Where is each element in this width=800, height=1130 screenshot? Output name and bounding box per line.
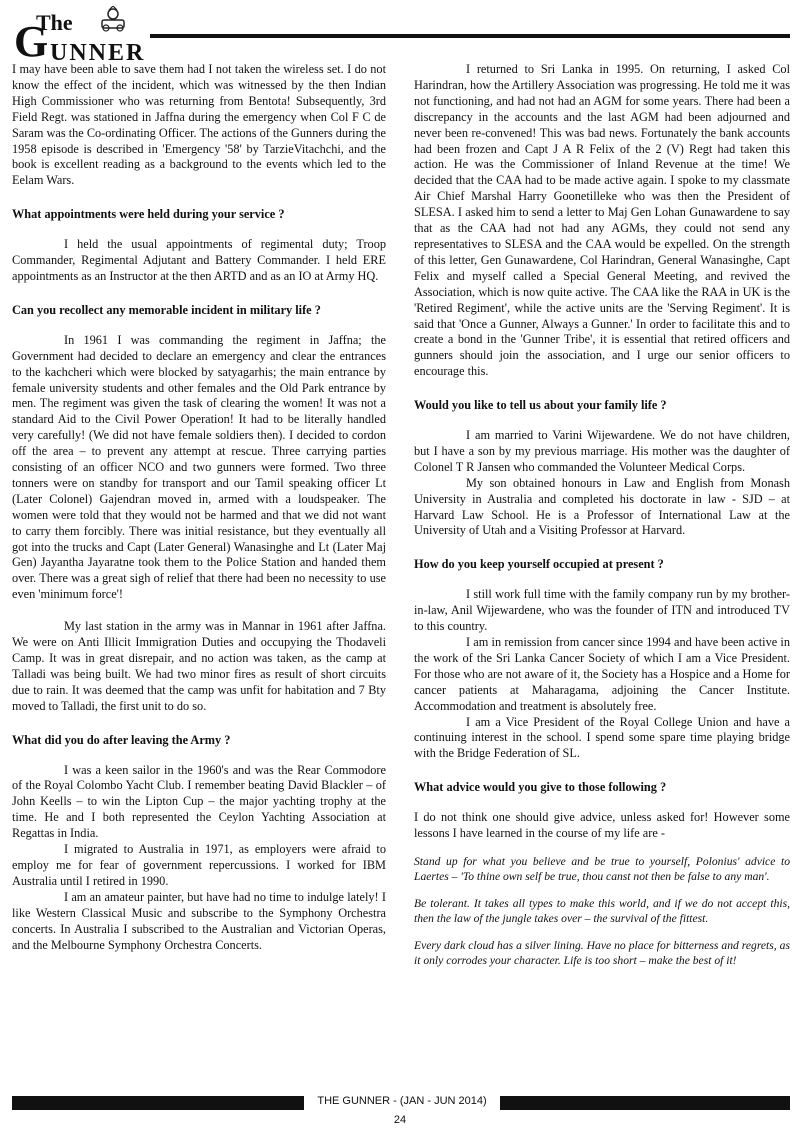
question-heading: What appointments were held during your service ? bbox=[12, 207, 285, 222]
regimental-crest-icon bbox=[98, 6, 128, 32]
advice-paragraph: Every dark cloud has a silver lining. Have no place for bitterness and regrets, as it only corrodes your character. Life is too short – make the best of it! bbox=[414, 938, 790, 967]
answer-paragraph: I am an amateur painter, but have had no time to indulge lately! I like Western Classical Music and subscribe to the Symphony Orchestra concerts. In Australia I subscribed to the Australian and Victorian Operas, and the Melbourne Symphony Orchestra Concerts. bbox=[12, 889, 386, 952]
answer-paragraph: I held the usual appointments of regimental duty; Troop Commander, Regimental Adjutant and Battery Commander. I held ERE appointments as an Instructor at the then ARTD and as an IO at Army HQ. bbox=[12, 237, 386, 283]
left-column bbox=[12, 62, 386, 953]
answer-paragraph: I still work full time with the family company run by my brother-in-law, Anil Wijewardene, who was the founder of ITN and introduced TV to this country. bbox=[414, 587, 790, 634]
answer-paragraph: My son obtained honours in Law and English from Monash University in Australia and completed his doctorate in law - SJD – at Harvard Law School. He is a Professor of International Law at the University of Utah and a Visiting Professor at Harvard. bbox=[414, 475, 790, 538]
page-number: 24 bbox=[393, 1114, 407, 1126]
masthead-unner: UNNER bbox=[50, 40, 146, 66]
header-rule bbox=[150, 34, 790, 38]
answer-paragraph: My last station in the army was in Mannar in 1961 after Jaffna. We were on Anti Illicit Immigration Duties and occupying the Thodaveli Camp. It was in great disrepair, and no action was taken, as the camp at Talladi was being built. We had two minor fires as result of short circuits due to rain. It was deemed that the camp was unfit for habitation and 7 Bty moved to Talladi, the first unit to do so. bbox=[12, 619, 386, 713]
right-column bbox=[414, 62, 790, 968]
advice-paragraph: Stand up for what you believe and be true to yourself, Polonius' advice to Laertes – 'To thine own self be true, thou canst not then be false to any man'. bbox=[414, 854, 790, 883]
answer-paragraph: I was a keen sailor in the 1960's and was the Rear Commodore of the Royal Colombo Yacht Club. I remember beating David Blackler – of John Keells – to win the Lipton Cup – the major yachting trophy at the time. He and I both represented the Ceylon Yachting Association at Regattas in India. bbox=[12, 762, 386, 841]
masthead-g: G bbox=[14, 17, 49, 66]
answer-paragraph: I am in remission from cancer since 1994 and have been active in the work of the Sri Lanka Cancer Society of which I am a Vice President. For those who are not aware of it, the Society has a Hospice and a Home for cancer patients at Maharagama, adjoining the Cancer Institute. Accommodation and treatment is absolutely free. bbox=[414, 635, 790, 713]
question-heading: How do you keep yourself occupied at present ? bbox=[414, 557, 664, 572]
question-heading: Would you like to tell us about your family life ? bbox=[414, 398, 667, 413]
question-heading: What did you do after leaving the Army ? bbox=[12, 732, 231, 747]
advice-paragraph: Be tolerant. It takes all types to make this world, and if we do not accept this, then the law of the jungle takes over – the survival of the fittest. bbox=[414, 896, 790, 925]
question-heading: What advice would you give to those following ? bbox=[414, 780, 667, 795]
answer-paragraph: In 1961 I was commanding the regiment in Jaffna; the Government had decided to declare an emergency and clear the entrances to the kachcheri which were blocked by satyagarhis; the main entrance by female university students and other females and the Old Park entrance by men. The regiment was given the task of clearing the women! It was not a standard Aid to the Civil Power Operation! It had to be literally handled very carefully! (We did not have female soldiers then). I decided to cordon off the area – to prevent any attempt at rescue. Three carrying parties consisting of an officer NCO and two gunners were formed. Two three tonners were on standby for transport and our Tamil speaking officer Lt (Later Colonel) Gajendran moved in, armed with a loudspeaker. The women were told that they would not be harmed and that we did not want to carry them forcibly. There was initial resistance, but they eventually all got into the trucks and Capt (Later General) Wanasinghe and Lt (Later Maj Gen) Jayantha Jayaratne took them to the Police Station and handed them over. There was a great sigh of relief that there had been no necessity to use even 'minimum force'! bbox=[12, 332, 386, 602]
answer-paragraph: I am a Vice President of the Royal College Union and have a continuing interest in the school. I spend some spare time playing bridge with the Bridge Federation of SL. bbox=[414, 714, 790, 761]
masthead-the: The bbox=[36, 10, 73, 35]
answer-paragraph: I am married to Varini Wijewardene. We do not have children, but I have a son by my previous marriage. His mother was the daughter of Colonel T R Jansen who commanded the Volunteer Medical Corps. bbox=[414, 428, 790, 474]
footer-bar-left bbox=[12, 1096, 304, 1110]
body-paragraph: I may have been able to save them had I not taken the wireless set. I do not know the effect of the incident, which was witnessed by the then Indian High Commissioner who was returning from Bentota! Subsequently, 3rd Field Regt. was stationed in Jaffna during the emergency when Col F C de Saram was the Co-ordinating Officer. The actions of the Gunners during the 1958 episode is described in 'Emergency '58' by TarzieVitachchi, and the book is excellent reading as a background to the events which led to the Eelam Wars. bbox=[12, 62, 386, 188]
masthead-logo bbox=[14, 4, 164, 64]
answer-paragraph: I returned to Sri Lanka in 1995. On returning, I asked Col Harindran, how the Artillery Association was progressing. He told me it was not functioning, and had not had an AGM for some years. There had been a discrepancy in the accounts and the last AGM had been adjourned and never been re-convened! This was bad news. Fortunately the bank accounts had been frozen and Capt J A R Felix of the 2 (V) Regt had taken this action. He was the Commissioner of Inland Revenue at the time! We decided that the CAA had to be made active again. I spoke to my classmate Air Chief Marshal Harry Goonetilleke who was then the President of SLESA. I asked him to send a letter to Maj Gen Lohan Gunawardene to say that as the CAA had not had any AGMs, they could not send any representatives to SLESA and the CAA would be expelled. On the strength of this letter, Gen Gunawardene, Col Harindran, General Wanasinghe, Capt Felix and myself called a Special General Meeting, and revived the Association, which is now quite active. The CAA like the RAA in UK is the 'Retired Regiment', while the active units are the 'Serving Regiment'. It is said that 'Once a Gunner, Always a Gunner.' In order to facilitate this and to create a bond in the 'Gunner Tribe', it is essential that retired officers and gunners should join the association, and I urge our senior officers to encourage this. bbox=[414, 62, 791, 379]
answer-paragraph: I migrated to Australia in 1971, as employers were afraid to employ me for fear of government repercussions. I worked for IBM Australia until I retired in 1990. bbox=[12, 842, 386, 888]
question-heading: Can you recollect any memorable incident in military life ? bbox=[12, 302, 321, 317]
footer-issue: THE GUNNER - (JAN - JUN 2014) bbox=[317, 1095, 487, 1107]
footer-bar-right bbox=[500, 1096, 790, 1110]
body-paragraph: I do not think one should give advice, unless asked for! However some lessons I have learned in the course of my life are - bbox=[414, 810, 790, 841]
